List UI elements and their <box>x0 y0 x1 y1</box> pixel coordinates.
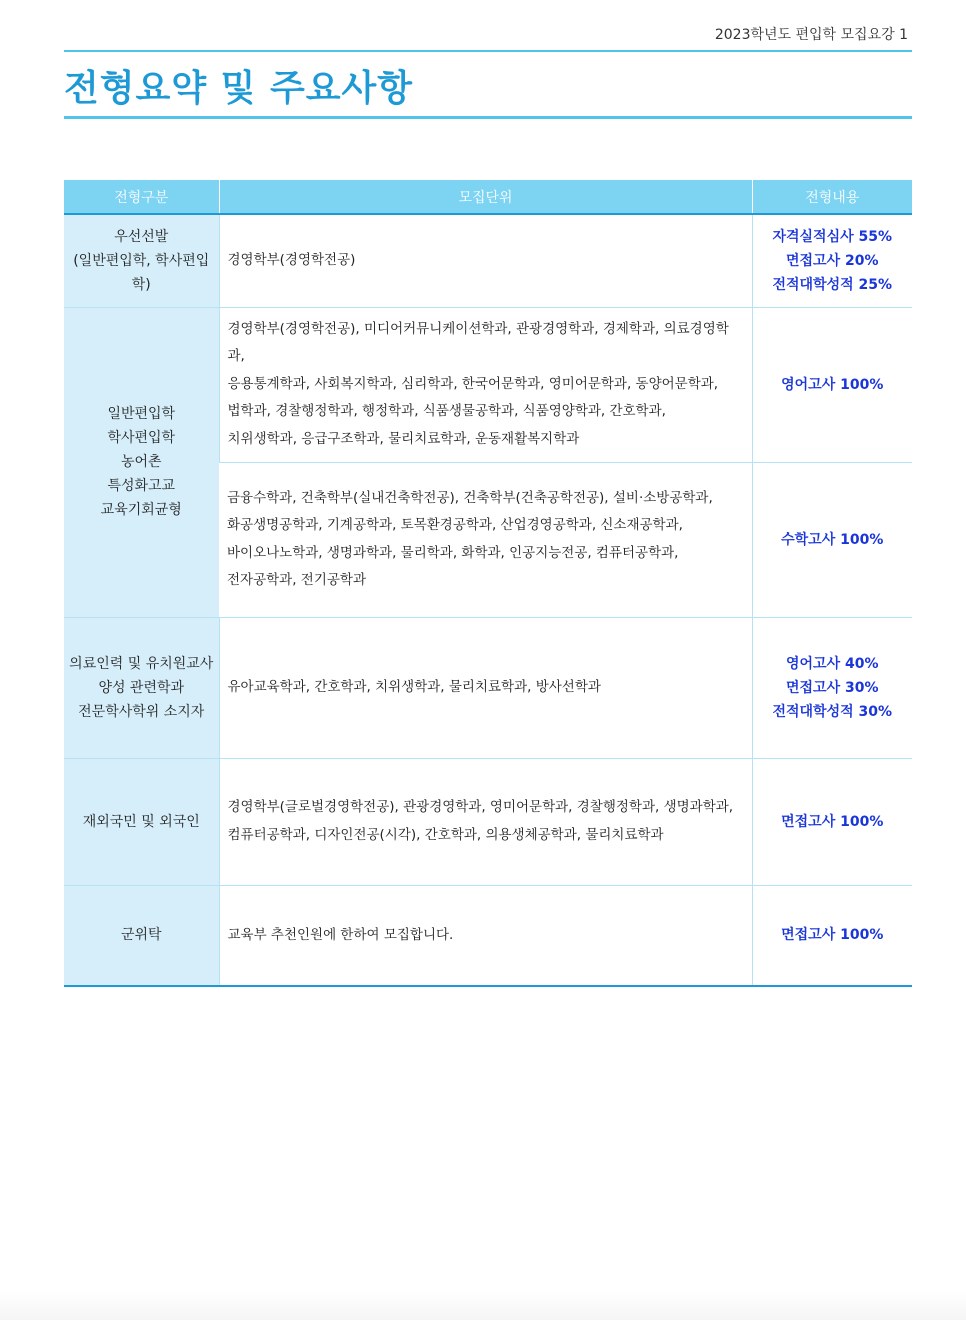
units-line: 전자공학과, 전기공학과 <box>227 572 366 588</box>
category-line: 의료인력 및 유치원교사 <box>69 655 214 672</box>
table-row <box>64 617 912 758</box>
table-row <box>64 214 912 307</box>
units-cell <box>219 758 752 885</box>
header-divider-top <box>64 50 912 52</box>
method-cell <box>752 885 912 986</box>
admission-summary-table <box>64 180 912 987</box>
units-line: 금융수학과, 건축학부(실내건축학전공), 건축학부(건축공학전공), 설비·소방공학과, <box>227 489 713 506</box>
column-header-units: 모집단위 <box>219 180 752 214</box>
column-header-category: 전형구분 <box>64 180 219 214</box>
method-line: 영어고사 40% <box>786 655 879 672</box>
units-line: 교육부 추천인원에 한하여 모집합니다. <box>227 926 454 943</box>
method-line: 수학고사 100% <box>781 531 884 548</box>
units-cell <box>219 307 752 462</box>
page-header-tag: 2023학년도 편입학 모집요강 1 <box>714 27 908 43</box>
category-cell <box>64 758 219 885</box>
category-line: 특성화고교 <box>107 478 176 494</box>
method-line: 전적대학성적 30% <box>772 703 893 720</box>
category-line: 일반편입학 <box>107 406 176 422</box>
method-cell <box>752 462 912 617</box>
units-line: 경영학부(글로벌경영학전공), 관광경영학과, 영미어문학과, 경찰행정학과, 생명과학과, <box>227 799 734 815</box>
category-cell <box>64 885 219 986</box>
category-line: 재외국민 및 외국인 <box>82 813 200 830</box>
table-header-row <box>64 180 912 214</box>
category-cell <box>64 214 219 307</box>
category-cell <box>64 307 219 617</box>
method-line: 면접고사 20% <box>786 252 879 269</box>
category-line: 양성 관련학과 <box>98 679 185 696</box>
method-line: 전적대학성적 25% <box>772 276 893 293</box>
method-line: 영어고사 100% <box>781 376 884 393</box>
units-line: 화공생명공학과, 기계공학과, 토목환경공학과, 산업경영공학과, 신소재공학과, <box>227 517 683 533</box>
units-line: 법학과, 경찰행정학과, 행정학과, 식품생물공학과, 식품영양학과, 간호학과, <box>227 403 666 420</box>
units-line: 경영학부(경영학전공), 미디어커뮤니케이션학과, 관광경영학과, 경제학과, 의료경영학과, <box>227 320 729 365</box>
category-line: 교육기회균형 <box>100 502 182 518</box>
method-line: 자격실적심사 55% <box>772 228 893 245</box>
category-line: 전문학사학위 소지자 <box>78 703 205 720</box>
method-line: 면접고사 100% <box>781 927 884 944</box>
page-bottom-shadow <box>0 1290 966 1320</box>
category-line: (일반편입학, 학사편입학) <box>73 252 210 293</box>
units-line: 경영학부(경영학전공) <box>227 252 356 268</box>
column-header-method: 전형내용 <box>752 180 912 214</box>
table-row <box>64 758 912 885</box>
table-row <box>64 307 912 462</box>
header-divider-bottom <box>64 116 912 119</box>
method-cell <box>752 214 912 307</box>
method-cell <box>752 758 912 885</box>
units-line: 컴퓨터공학과, 디자인전공(시각), 간호학과, 의용생체공학과, 물리치료학과 <box>227 826 664 843</box>
units-cell <box>219 617 752 758</box>
page-title: 전형요약 및 주요사항 <box>64 68 414 109</box>
category-cell <box>64 617 219 758</box>
method-cell <box>752 307 912 462</box>
units-cell <box>219 214 752 307</box>
method-cell <box>752 617 912 758</box>
method-line: 면접고사 100% <box>781 813 884 830</box>
table-row <box>64 885 912 986</box>
units-line: 바이오나노학과, 생명과학과, 물리학과, 화학과, 인공지능전공, 컴퓨터공학과, <box>227 544 679 561</box>
units-cell <box>219 462 752 617</box>
category-line: 군위탁 <box>120 927 162 944</box>
units-line: 유아교육학과, 간호학과, 치위생학과, 물리치료학과, 방사선학과 <box>227 678 601 695</box>
category-line: 학사편입학 <box>107 430 176 446</box>
category-line: 농어촌 <box>120 454 162 470</box>
units-cell <box>219 885 752 986</box>
method-line: 면접고사 30% <box>786 679 879 696</box>
category-line: 우선선발 <box>114 228 169 245</box>
units-line: 응용통계학과, 사회복지학과, 심리학과, 한국어문학과, 영미어문학과, 동양어문학과, <box>227 375 719 392</box>
units-line: 치위생학과, 응급구조학과, 물리치료학과, 운동재활복지학과 <box>227 430 580 447</box>
